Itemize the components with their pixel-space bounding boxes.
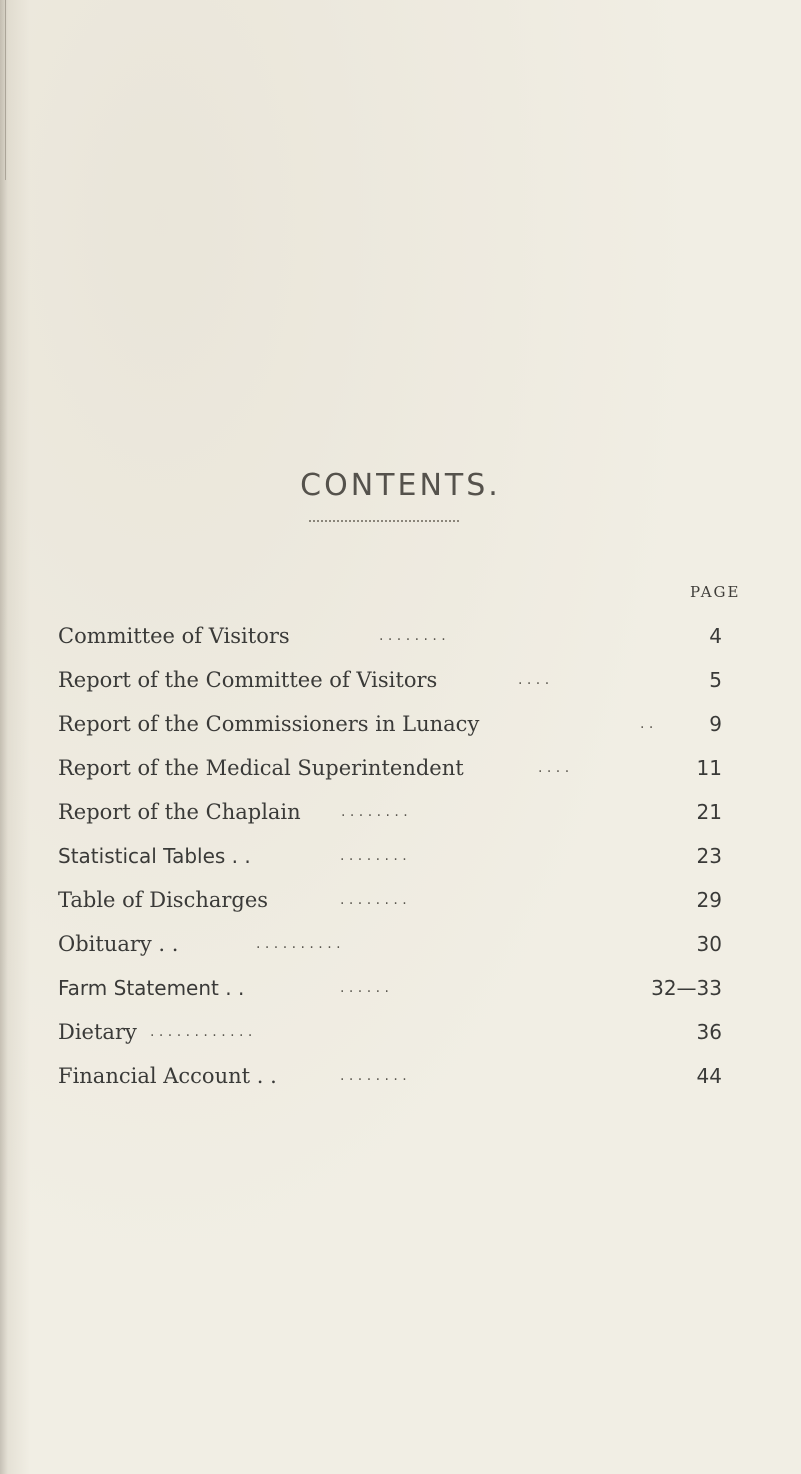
entry-title: Obituary . .: [58, 932, 179, 956]
contents-entry: [58, 1054, 758, 1098]
entry-title: Committee of Visitors: [58, 624, 290, 648]
contents-list: [58, 614, 758, 1098]
entry-leader: . . . . . . . .: [340, 1068, 407, 1084]
entry-leader: . . . . . . . .: [340, 892, 407, 908]
entry-page-number: 9: [709, 712, 722, 736]
entry-page-number: 21: [696, 800, 722, 824]
entry-page-number: 5: [709, 668, 722, 692]
entry-title: Table of Discharges: [58, 888, 269, 912]
entry-title: Report of the Chaplain: [58, 800, 301, 824]
entry-leader: . . . . . . . . . . . .: [150, 1024, 253, 1040]
entry-leader: . . . . . . . .: [341, 804, 408, 820]
page-edge-shadow: [5, 0, 6, 180]
entry-page-number: 36: [696, 1020, 722, 1044]
contents-entry: [58, 966, 758, 1010]
entry-leader: . . . . . . . .: [340, 848, 407, 864]
entry-page-number: 4: [709, 624, 722, 648]
entry-leader: . . . . . . . . . .: [256, 936, 341, 952]
entry-leader: . . . . . . . .: [379, 628, 446, 644]
entry-title: Farm Statement . .: [58, 976, 245, 1000]
contents-entry: [58, 878, 758, 922]
entry-title: Report of the Commissioners in Lunacy: [58, 712, 480, 736]
entry-leader: . . . .: [518, 672, 550, 688]
entry-page-number: 32—33: [651, 976, 722, 1000]
entry-title: Dietary: [58, 1020, 137, 1044]
entry-page-number: 30: [696, 932, 722, 956]
entry-page-number: 29: [696, 888, 722, 912]
contents-entry: [58, 658, 758, 702]
entry-title: Report of the Committee of Visitors: [58, 668, 438, 692]
dotted-rule: [309, 520, 459, 522]
entry-leader: . . . .: [538, 760, 570, 776]
contents-entry: [58, 790, 758, 834]
entry-leader: . . . . . .: [340, 980, 389, 996]
page-column-label: PAGE: [690, 583, 741, 601]
entry-title: Report of the Medical Superintendent: [58, 756, 464, 780]
contents-entry: [58, 922, 758, 966]
contents-entry: [58, 614, 758, 658]
entry-title: Financial Account . .: [58, 1064, 277, 1088]
entry-leader: . .: [640, 716, 654, 732]
contents-entry: [58, 834, 758, 878]
page-title: CONTENTS.: [300, 468, 501, 503]
entry-page-number: 11: [696, 756, 722, 780]
contents-entry: [58, 1010, 758, 1054]
contents-entry: [58, 702, 758, 746]
entry-page-number: 23: [696, 844, 722, 868]
entry-page-number: 44: [696, 1064, 722, 1088]
contents-entry: [58, 746, 758, 790]
entry-title: Statistical Tables . .: [58, 844, 251, 868]
